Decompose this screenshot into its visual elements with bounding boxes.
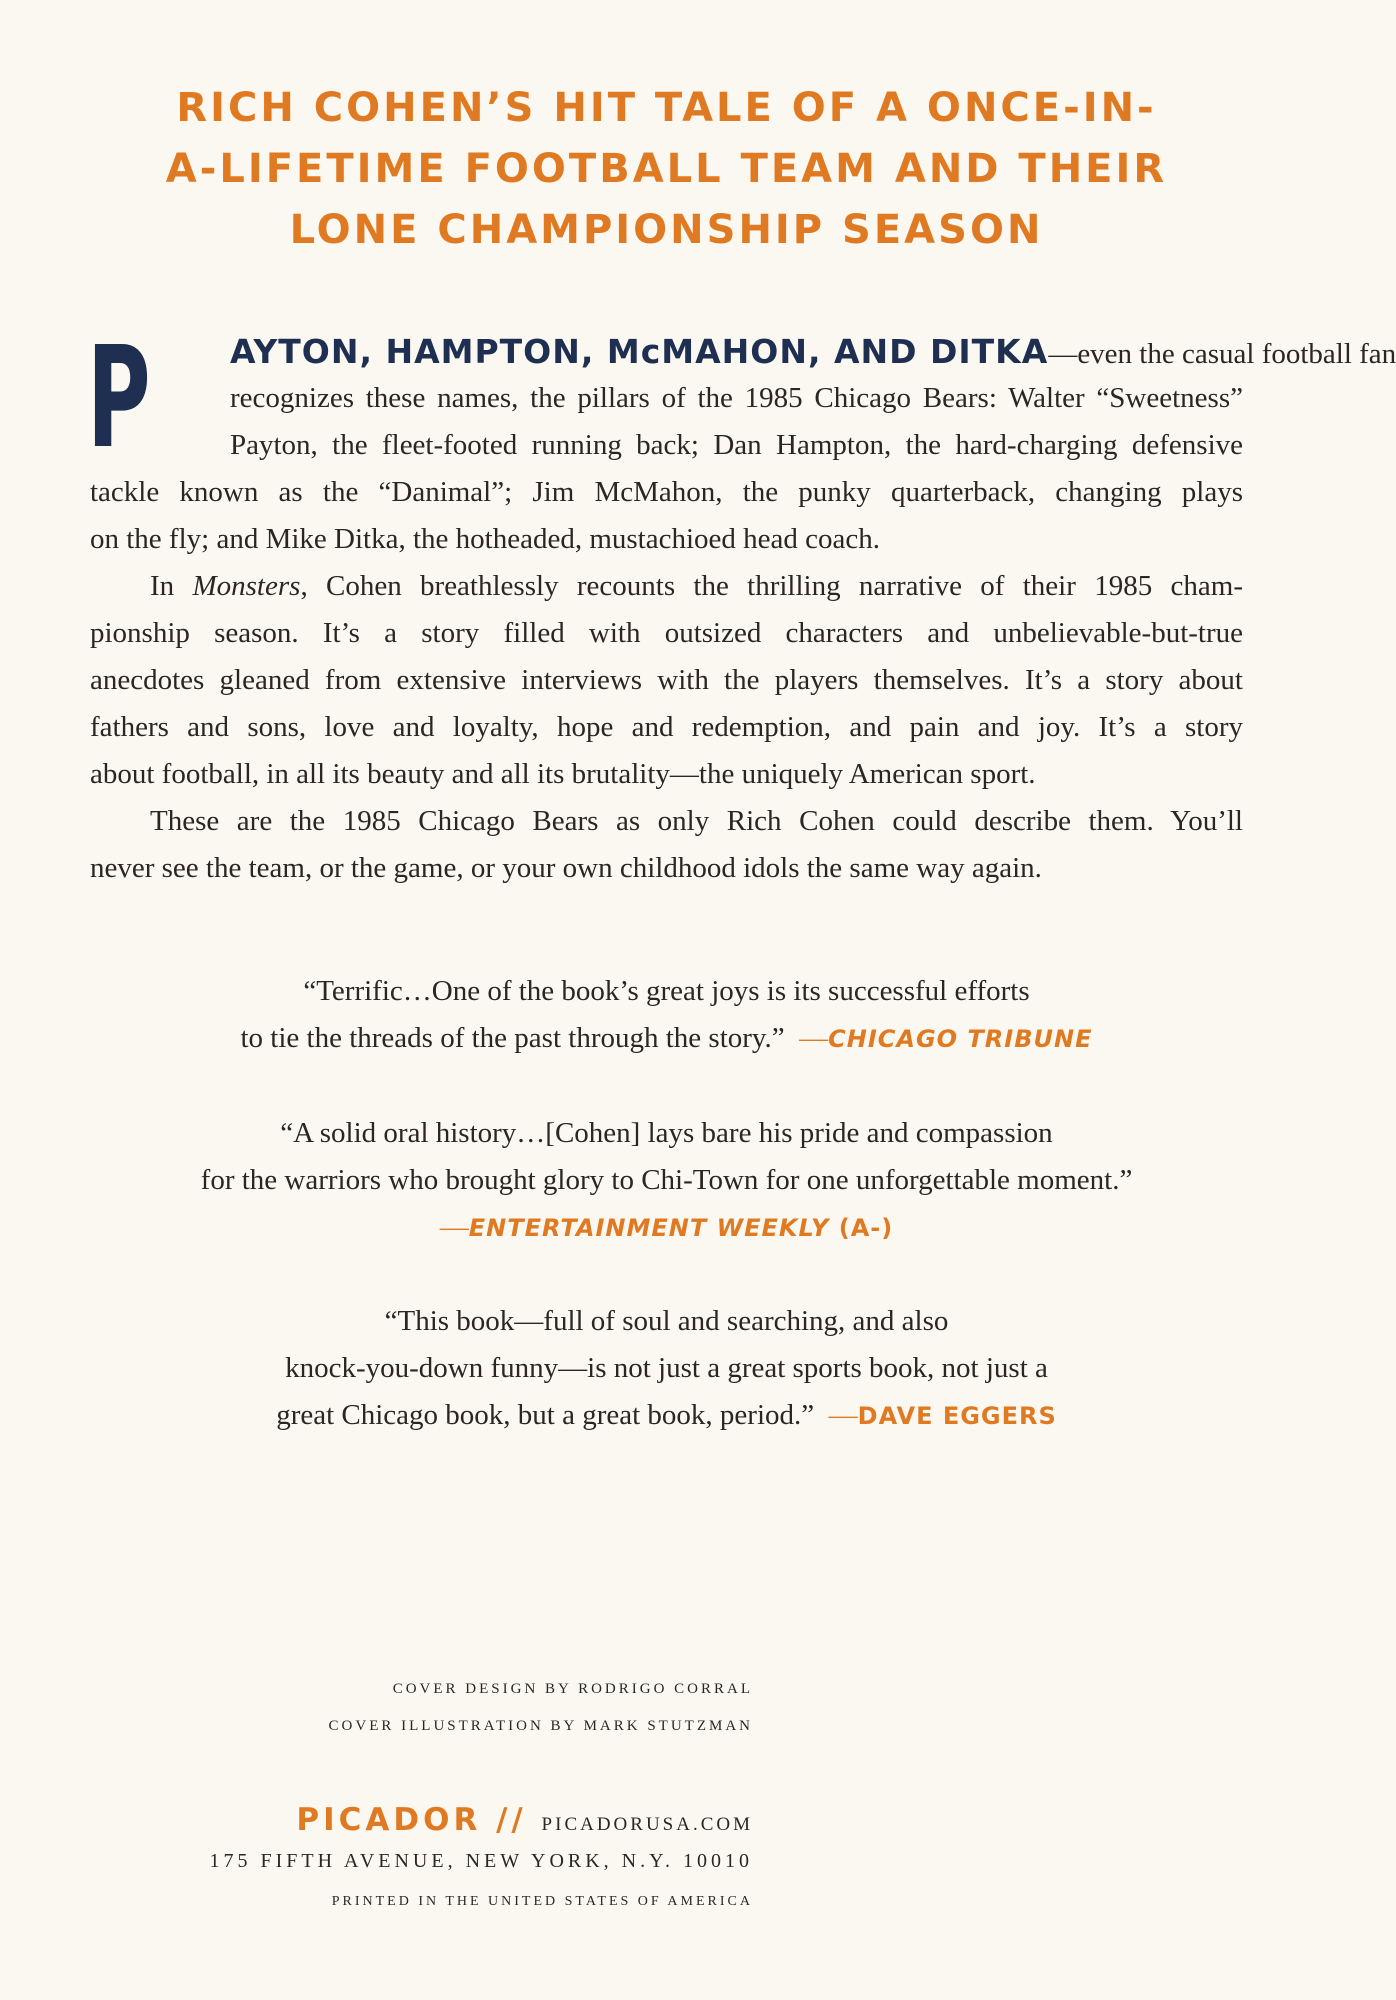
drop-cap: P	[87, 317, 151, 480]
headline-line: RICH COHEN’S HIT TALE OF A ONCE-IN-	[176, 85, 1157, 131]
headline-line: A-LIFETIME FOOTBALL TEAM AND THEIR	[165, 146, 1168, 192]
quote-line: “Terrific…One of the book’s great joys is its successful efforts	[303, 975, 1030, 1007]
publisher-address: 175 FIFTH AVENUE, NEW YORK, N.Y. 10010	[209, 1850, 753, 1872]
quote-line	[90, 1204, 1243, 1252]
body-line: tackle known as the “Danimal”; Jim McMahon, the punky quarterback, changing plays	[90, 476, 1243, 508]
quote-line: knock-you-down funny—is not just a great sports book, not just a	[285, 1352, 1048, 1384]
publisher-line	[140, 1802, 753, 1838]
quote-attribution: ENTERTAINMENT WEEKLY	[468, 1214, 830, 1242]
body-text: In	[150, 570, 193, 602]
review-quote	[90, 1110, 1243, 1252]
review-quote	[90, 968, 1243, 1063]
body-line: about football, in all its beauty and all its brutality—the uniquely American sport.	[90, 758, 1036, 790]
quote-line	[90, 1392, 1243, 1440]
lead-in: AYTON, HAMPTON, McMAHON, AND DITKA	[230, 332, 1049, 371]
body-line	[90, 563, 1243, 610]
body-text: —even the casual football fan	[1048, 338, 1396, 370]
body-line: never see the team, or the game, or your own childhood idols the same way again.	[90, 852, 1042, 884]
headline-line: LONE CHAMPIONSHIP SEASON	[289, 207, 1044, 253]
publisher-website: PICADORUSA.COM	[541, 1814, 753, 1835]
attribution-dash: —	[439, 1211, 469, 1243]
printed-in: PRINTED IN THE UNITED STATES OF AMERICA	[331, 1894, 753, 1909]
body-line: recognizes these names, the pillars of the 1985 Chicago Bears: Walter “Sweetness”	[230, 382, 1243, 414]
cover-design-credit: COVER DESIGN BY RODRIGO CORRAL	[392, 1681, 753, 1697]
publisher-logo: PICADOR	[296, 1802, 482, 1838]
quote-attribution: CHICAGO TRIBUNE	[828, 1025, 1093, 1053]
body-text: , Cohen breathlessly recounts the thrilling narrative of their 1985 cham-	[300, 570, 1243, 602]
body-line: fathers and sons, love and loyalty, hope and redemption, and pain and joy. It’s a story	[90, 711, 1243, 743]
quote-attribution: DAVE EGGERS	[857, 1402, 1057, 1430]
body-line: anecdotes gleaned from extensive interviews with the players themselves. It’s a story about	[90, 664, 1243, 696]
attribution-suffix: (A-)	[829, 1214, 894, 1242]
quote-text: great Chicago book, but a great book, period.”	[276, 1399, 815, 1431]
publisher-separator: //	[481, 1802, 542, 1838]
body-copy	[87, 317, 1396, 892]
quote-line: for the warriors who brought glory to Chi-Town for one unforgettable moment.”	[200, 1164, 1133, 1196]
review-quote	[90, 1298, 1243, 1440]
cover-illustration-credit: COVER ILLUSTRATION BY MARK STUTZMAN	[328, 1718, 753, 1734]
body-line: on the fly; and Mike Ditka, the hotheaded, mustachioed head coach.	[90, 523, 880, 555]
quote-line	[90, 1015, 1243, 1063]
attribution-dash: —	[799, 1022, 829, 1054]
quote-line: “This book—full of soul and searching, and also	[384, 1305, 949, 1337]
body-line	[90, 328, 1396, 375]
body-line: pionship season. It’s a story filled with outsized characters and unbelievable-but-true	[90, 617, 1243, 649]
headline	[140, 78, 1193, 261]
body-line: Payton, the fleet-footed running back; Dan Hampton, the hard-charging defensive	[230, 429, 1243, 461]
body-line: These are the 1985 Chicago Bears as only Rich Cohen could describe them. You’ll	[150, 805, 1243, 837]
quote-line: “A solid oral history…[Cohen] lays bare his pride and compassion	[280, 1117, 1053, 1149]
quote-text: to tie the threads of the past through the story.”	[240, 1022, 785, 1054]
book-title: Monsters	[192, 570, 301, 602]
attribution-dash: —	[828, 1399, 858, 1431]
